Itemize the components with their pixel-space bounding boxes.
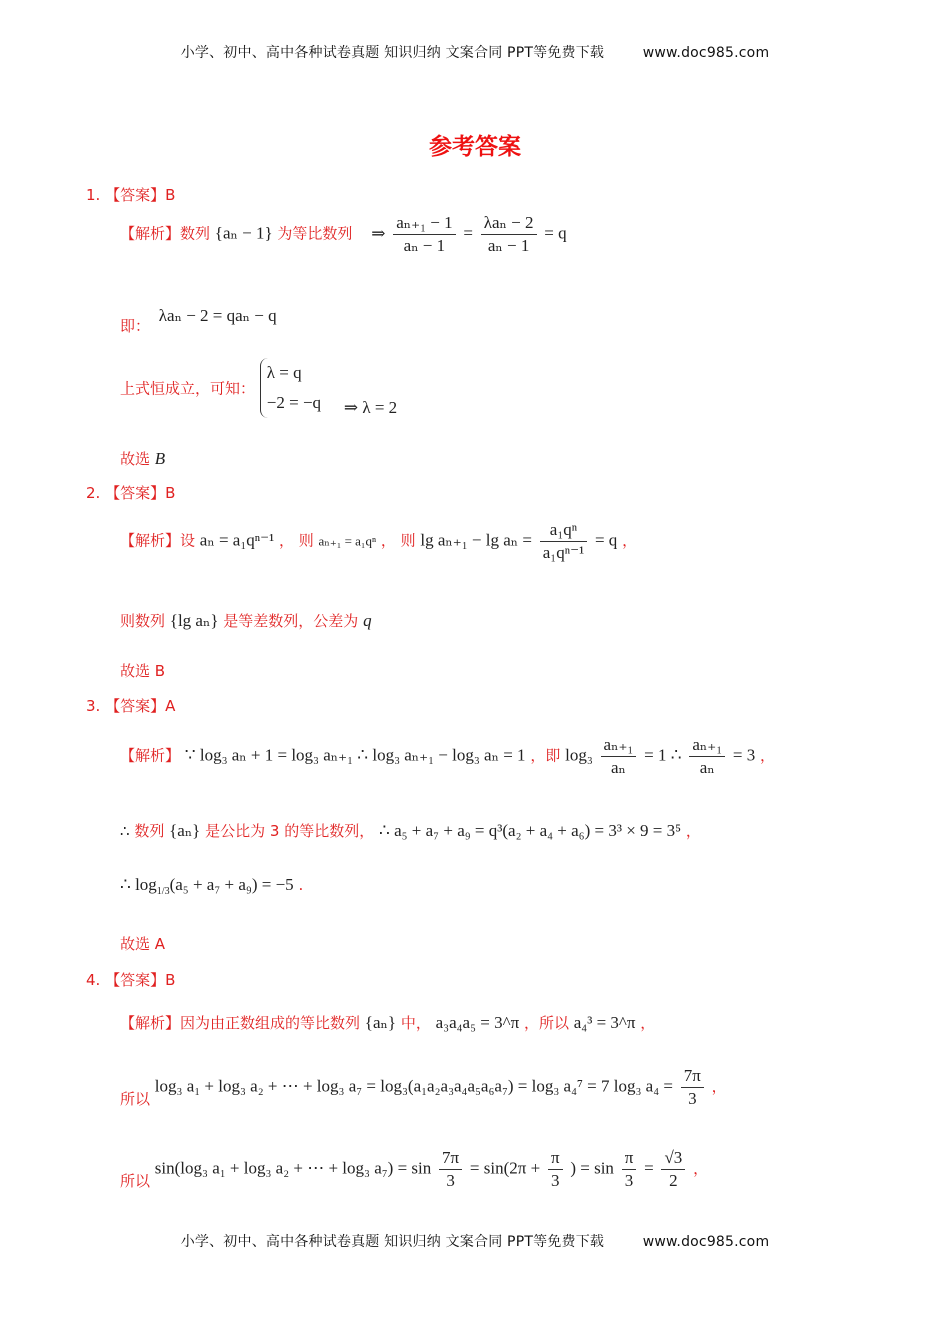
q1-eq-tail: = q xyxy=(544,223,567,243)
q1-frac2: $\frac{\text{λaₙ − 2}}{\text{aₙ − 1}}$ xyxy=(481,213,537,256)
q1-answer: 1. 【答案】B xyxy=(86,186,176,204)
q2-line2: 则数列 {lg aₙ} 是等差数列，公差为 q xyxy=(120,611,372,630)
q1-const-label: 上式恒成立，可知： xyxy=(120,379,256,398)
q2-choose: 故选 B xyxy=(120,662,166,680)
page-title: 参考答案 xyxy=(429,134,521,160)
q3-line3: ∴ $\log_{1/3}(a_5 + a_7 + a_9) = -5$ . xyxy=(120,875,304,897)
q1-ji-label: 即： xyxy=(120,317,151,335)
q3-choose: 故选 A xyxy=(120,935,166,953)
q1-conclusion: ⇒ λ = 2 xyxy=(343,398,398,417)
footer-site-link[interactable]: www.doc985.com xyxy=(642,1234,770,1250)
footer-text: 小学、初中、高中各种试卷真题 知识归纳 文案合同 PPT等免费下载 xyxy=(180,1234,605,1250)
q4-answer: 4. 【答案】B xyxy=(86,971,176,989)
q4-analysis: 【解析】因为由正数组成的等比数列 {aₙ} 中， a₃a₄a₅ = 3^π ，所以 a₄³ = 3^π ， xyxy=(120,1013,656,1032)
q4-line3: 所以 sin(log₃ a₁ + log₃ a₂ + ⋯ + log₃ a₇) = sin $\frac{7\pi}{3}$ = sin(2π + $\frac{\pi}{3}$ ) = sin $\frac{\pi}{3}$ = $\frac{√3}{2}$ ， xyxy=(120,1148,709,1190)
q3-answer: 3. 【答案】A xyxy=(86,697,176,715)
header-site-link[interactable]: www.doc985.com xyxy=(642,45,770,61)
q1-set: {aₙ − 1} xyxy=(214,223,273,243)
page-footer xyxy=(0,1231,950,1251)
q1-implies: ⇒ xyxy=(371,223,386,243)
q2-analysis: 【解析】设 aₙ = a₁qⁿ⁻¹ ， 则 aₙ₊₁ = a₁qⁿ ， 则 lg aₙ₊₁ − lg aₙ = $\frac{\text{a₁qⁿ}}{\text{a₁qⁿ⁻¹}}$ = q ， xyxy=(120,520,638,562)
q1-frac1: $\frac{\text{aₙ₊₁ − 1}}{\text{aₙ − 1}}$ xyxy=(393,213,455,256)
q1-system: λ = q −2 = −q xyxy=(260,358,321,418)
q1-analysis-label: 【解析】数列 xyxy=(120,224,211,243)
q3-line2: ∴ 数列 {aₙ} 是公比为 3 的等比数列， ∴ a₅ + a₇ + a₉ = q³(a₂ + a₄ + a₆) = 3³ × 9 = 3⁵ ， xyxy=(120,821,701,840)
q1-is-geo: 为等比数列 xyxy=(277,224,353,243)
q4-line2: 所以 log₃ a₁ + log₃ a₂ + ⋯ + log₃ a₇ = log₃(a₁a₂a₃a₄a₅a₆a₇) = log₃ a₄⁷ = 7 log₃ a₄ = $\frac{7\pi}{3}$ ， xyxy=(120,1066,727,1108)
q1-analysis: 【解析】数列 {aₙ − 1} 为等比数列 ⇒ $\frac{\text{aₙ₊₁ − 1}}{\text{aₙ − 1}}$ = $\frac{\text{λaₙ − 2}}{\text{aₙ − 1}}$ = q xyxy=(120,213,567,255)
q3-analysis: 【解析】 ∵ log₃ aₙ + 1 = log₃ aₙ₊₁ ∴ log₃ aₙ₊₁ − log₃ aₙ = 1 ，即 log₃ $\frac{\text{aₙ₊₁}}{\text{aₙ}}$ = 1 ∴ $\frac{\text{aₙ₊₁}}{\text{aₙ}}$ = 3 ， xyxy=(120,735,776,777)
q1-ji-line xyxy=(120,305,277,335)
header-text: 小学、初中、高中各种试卷真题 知识归纳 文案合同 PPT等免费下载 xyxy=(180,45,605,61)
q1-system-line xyxy=(120,358,397,418)
page-header xyxy=(0,42,950,62)
q1-choose: 故选 B xyxy=(120,449,166,468)
q2-answer: 2. 【答案】B xyxy=(86,484,176,502)
q1-ji-eq: λaₙ − 2 = qaₙ − q xyxy=(158,306,277,325)
